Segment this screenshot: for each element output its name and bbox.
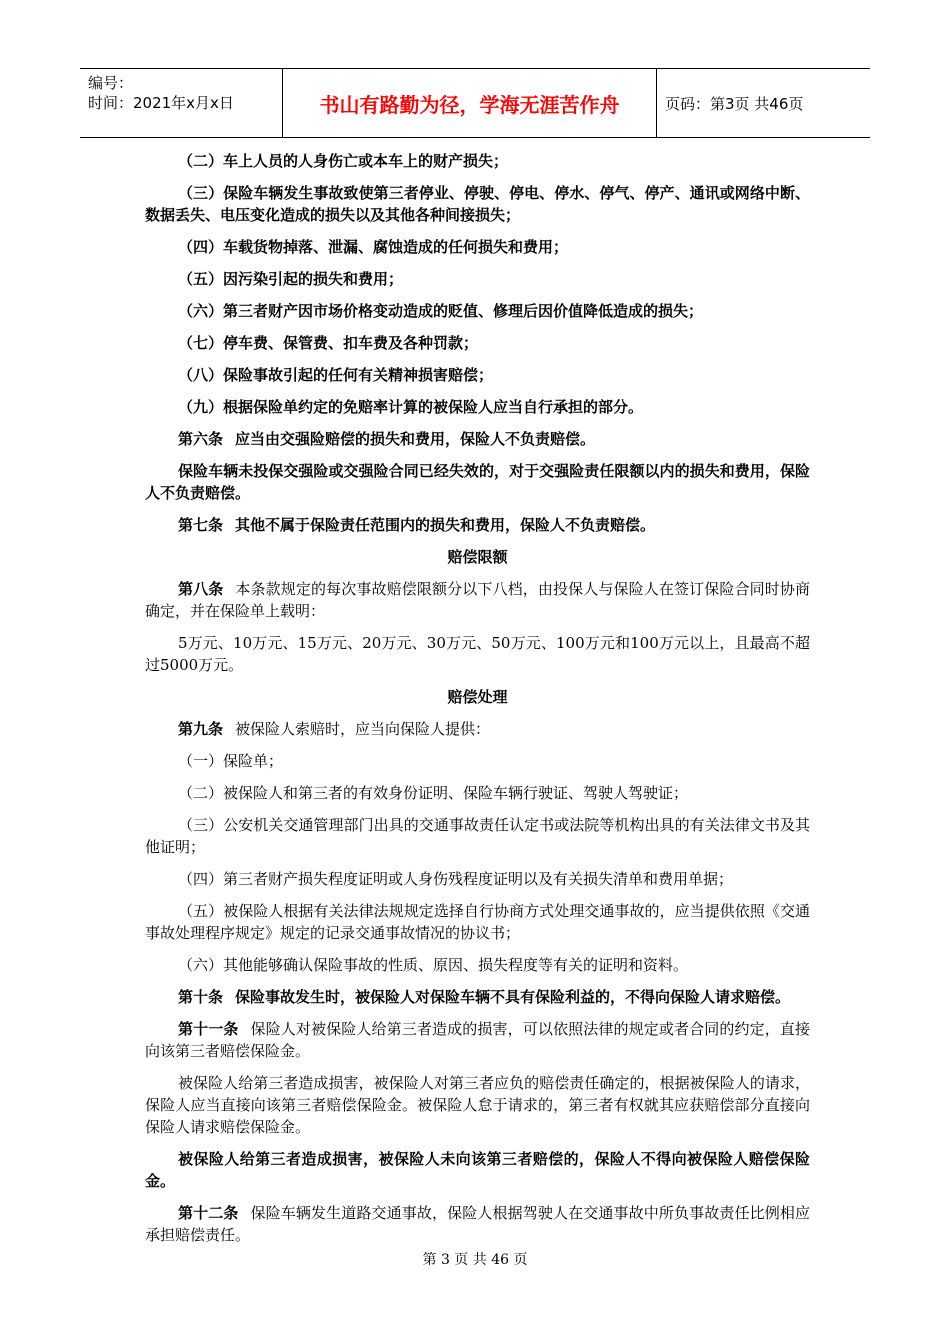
document-number-label: 编号： bbox=[88, 74, 134, 92]
article-label: 第十二条 bbox=[178, 1204, 239, 1222]
page-header bbox=[80, 68, 870, 138]
paragraph: （六）第三者财产因市场价格变动造成的贬值、修理后因价值降低造成的损失； bbox=[178, 302, 704, 320]
paragraph: （四）第三者财产损失程度证明或人身伤残程度证明以及有关损失清单和费用单据； bbox=[178, 870, 734, 888]
paragraph: （三）保险车辆发生事故致使第三者停业、停驶、停电、停水、停气、停产、通讯或网络中断、数据丢失、电压变化造成的损失以及其他各种间接损失； bbox=[145, 184, 810, 224]
section-heading: 赔偿限额 bbox=[447, 548, 508, 566]
paragraph: 5万元、10万元、15万元、20万元、30万元、50万元、100万元和100万元以上，且最高不超过5000万元。 bbox=[145, 634, 810, 674]
article-9: 第九条 被保险人索赔时，应当向保险人提供： bbox=[178, 720, 491, 738]
document-date: 时间：2021年x月x日 bbox=[88, 94, 234, 112]
article-label: 第九条 bbox=[178, 720, 224, 738]
paragraph: （七）停车费、保管费、扣车费及各种罚款； bbox=[178, 334, 479, 352]
paragraph: （二）车上人员的人身伤亡或本车上的财产损失； bbox=[178, 152, 509, 170]
paragraph: （三）公安机关交通管理部门出具的交通事故责任认定书或法院等机构出具的有关法律文书及其他证明； bbox=[145, 816, 810, 856]
article-6: 第六条 应当由交强险赔偿的损失和费用，保险人不负责赔偿。 bbox=[178, 430, 596, 448]
header-left bbox=[80, 69, 282, 137]
article-10: 第十条 保险事故发生时，被保险人对保险车辆不具有保险利益的，不得向保险人请求赔偿。 bbox=[178, 988, 791, 1006]
article-label: 第十一条 bbox=[178, 1020, 239, 1038]
paragraph: （一）保险单； bbox=[178, 752, 284, 770]
article-label: 第六条 bbox=[178, 430, 224, 448]
paragraph: 被保险人给第三者造成损害，被保险人对第三者应负的赔偿责任确定的，根据被保险人的请求，保险人应当直接向该第三者赔偿保险金。被保险人怠于请求的，第三者有权就其应获赔偿部分直接向保险人请求赔偿保险金。 bbox=[145, 1074, 810, 1136]
paragraph: （九）根据保险单约定的免赔率计算的被保险人应当自行承担的部分。 bbox=[178, 398, 644, 416]
article-8: 第八条 本条款规定的每次事故赔偿限额分以下八档，由投保人与保险人在签订保险合同时协商确定，并在保险单上载明： bbox=[145, 580, 810, 620]
paragraph: （五）被保险人根据有关法律法规规定选择自行协商方式处理交通事故的，应当提供依照《交通事故处理程序规定》规定的记录交通事故情况的协议书； bbox=[145, 902, 810, 942]
header-page-info: 页码：第3页 共46页 bbox=[665, 94, 804, 113]
paragraph: 被保险人给第三者造成损害，被保险人未向该第三者赔偿的，保险人不得向被保险人赔偿保险金。 bbox=[145, 1150, 810, 1190]
paragraph: （四）车载货物掉落、泄漏、腐蚀造成的任何损失和费用； bbox=[178, 238, 569, 256]
paragraph: （二）被保险人和第三者的有效身份证明、保险车辆行驶证、驾驶人驾驶证； bbox=[178, 784, 689, 802]
article-12: 第十二条 保险车辆发生道路交通事故，保险人根据驾驶人在交通事故中所负事故责任比例相应承担赔偿责任。 bbox=[145, 1204, 810, 1244]
article-label: 第七条 bbox=[178, 516, 224, 534]
article-label: 第十条 bbox=[178, 988, 224, 1006]
paragraph: （六）其他能够确认保险事故的性质、原因、损失程度等有关的证明和资料。 bbox=[178, 956, 689, 974]
paragraph: （八）保险事故引起的任何有关精神损害赔偿； bbox=[178, 366, 494, 384]
section-heading: 赔偿处理 bbox=[447, 688, 508, 706]
document-body bbox=[145, 150, 810, 1256]
header-motto: 书山有路勤为径，学海无涯苦作舟 bbox=[282, 69, 657, 137]
article-label: 第八条 bbox=[178, 580, 224, 598]
article-11: 第十一条 保险人对被保险人给第三者造成的损害，可以依照法律的规定或者合同的约定，直接向该第三者赔偿保险金。 bbox=[145, 1020, 810, 1060]
paragraph: （五）因污染引起的损失和费用； bbox=[178, 270, 404, 288]
page-footer: 第 3 页 共 46 页 bbox=[422, 1252, 528, 1268]
article-7: 第七条 其他不属于保险责任范围内的损失和费用，保险人不负责赔偿。 bbox=[178, 516, 656, 534]
paragraph: 保险车辆未投保交强险或交强险合同已经失效的，对于交强险责任限额以内的损失和费用，保险人不负责赔偿。 bbox=[145, 462, 810, 502]
